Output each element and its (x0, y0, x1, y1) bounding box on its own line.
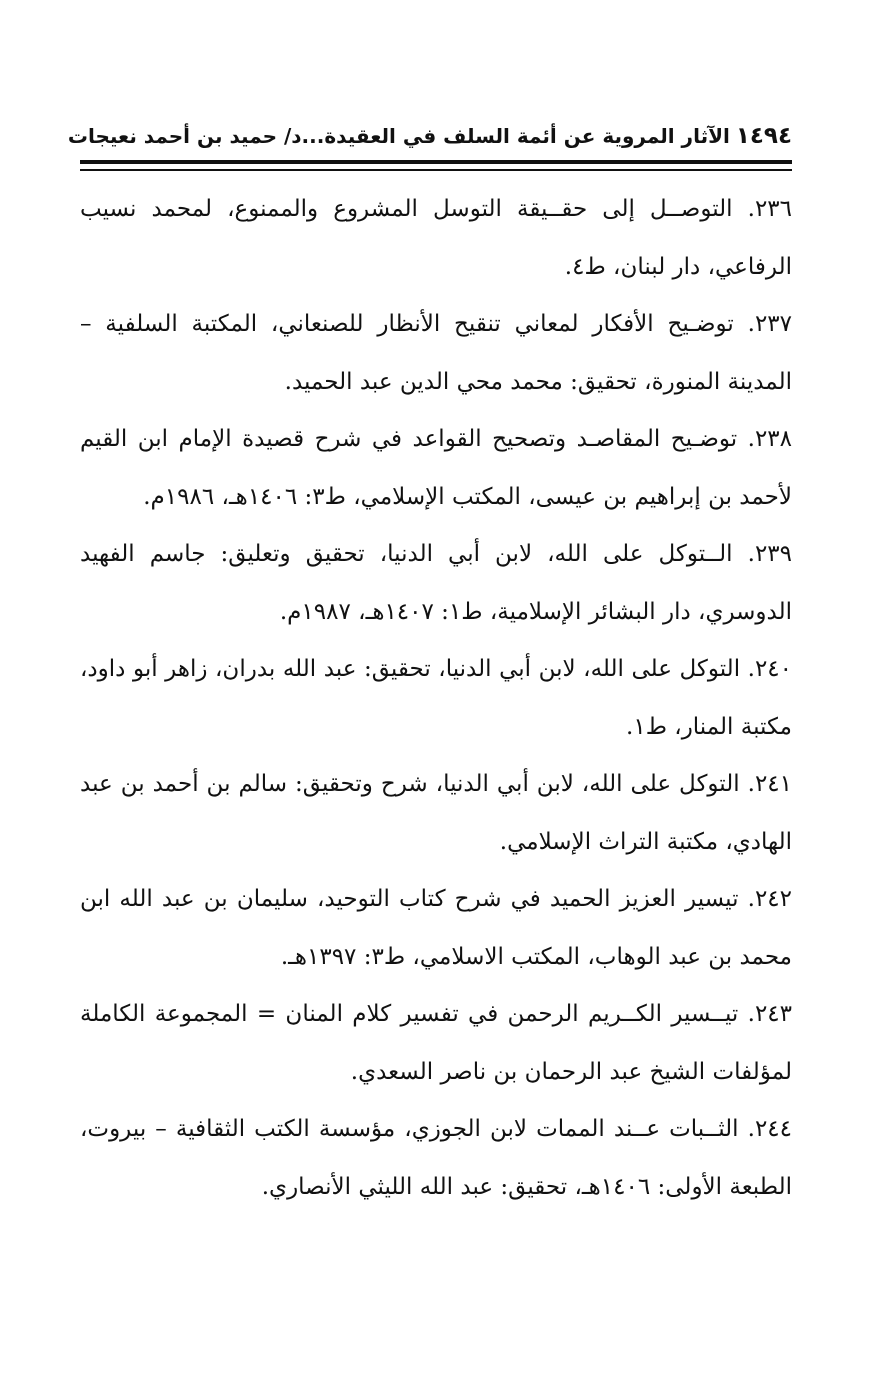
page-number: ١٤٩٤ (735, 123, 792, 149)
header-rule-thin (80, 169, 792, 171)
entry-number: ٢٤٣. (747, 1001, 792, 1027)
entry-text: التوكل على الله، لابن أبي الدنيا، شرح وتحقيق: سالم بن أحمد بن عبد الهادي، مكتبة التراث الإسلامي. (80, 771, 792, 855)
entry-text: التوكل على الله، لابن أبي الدنيا، تحقيق: عبد الله بدران، زاهر أبو داود، مكتبة المنار، ط١. (80, 656, 792, 740)
entry-text: تيــسير الكــريم الرحمن في تفسير كلام المنان = المجموعة الكاملة لمؤلفات الشيخ عبد الرحمان بن ناصر السعدي. (80, 1001, 792, 1085)
entry-text: الثــبات عــند الممات لابن الجوزي، مؤسسة الكتب الثقافية – بيروت، الطبعة الأولى: ١٤٠٦هـ، تحقيق: عبد الله الليثي الأنصاري. (80, 1116, 792, 1200)
document-page (67, 0, 793, 1391)
entry-number: ٢٣٩. (747, 541, 793, 567)
bibliography-entry-236 (80, 181, 792, 296)
entry-text: تيسير العزيز الحميد في شرح كتاب التوحيد، سليمان بن عبد الله ابن محمد بن عبد الوهاب، المكتب الاسلامي، ط٣: ١٣٩٧هـ. (80, 886, 792, 970)
entry-text: الــتوكل على الله، لابن أبي الدنيا، تحقيق وتعليق: جاسم الفهيد الدوسري، دار البشائر الإسلامية، ط١: ١٤٠٧هـ، ١٩٨٧م. (80, 541, 792, 625)
bibliography-list (80, 181, 792, 1216)
bibliography-entry-238 (80, 411, 792, 526)
header-rule-thick (80, 160, 792, 164)
entry-number: ٢٤٤. (747, 1116, 792, 1142)
bibliography-entry-240 (80, 641, 792, 756)
entry-text: التوصــل إلى حقــيقة التوسل المشروع والممنوع، لمحمد نسيب الرفاعي، دار لبنان، ط٤. (80, 196, 792, 280)
entry-number: ٢٤٢. (747, 886, 793, 912)
bibliography-entry-244 (80, 1101, 792, 1216)
entry-number: ٢٤٠. (747, 656, 793, 682)
bibliography-entry-243 (80, 986, 792, 1101)
entry-number: ٢٣٨. (747, 426, 793, 452)
bibliography-entry-237 (80, 296, 792, 411)
bibliography-entry-241 (80, 756, 792, 871)
entry-number: ٢٣٧. (747, 311, 793, 337)
bibliography-entry-242 (80, 871, 792, 986)
entry-number: ٢٤١. (747, 771, 792, 797)
entry-text: توضـيح المقاصـد وتصحيح القواعد في شرح قصيدة الإمام ابن القيم لأحمد بن إبراهيم بن عيسى، المكتب الإسلامي، ط٣: ١٤٠٦هـ، ١٩٨٦م. (80, 426, 792, 510)
entry-text: توضـيح الأفكار لمعاني تنقيح الأنظار للصنعاني، المكتبة السلفية – المدينة المنورة، تحقيق: محمد محي الدين عبد الحميد. (80, 311, 792, 395)
running-header (67, 116, 792, 156)
bibliography-entry-239 (80, 526, 792, 641)
entry-number: ٢٣٦. (747, 196, 792, 222)
running-title: الآثار المروية عن أئمة السلف في العقيدة...د/ حميد بن أحمد نعيجات (67, 124, 730, 148)
